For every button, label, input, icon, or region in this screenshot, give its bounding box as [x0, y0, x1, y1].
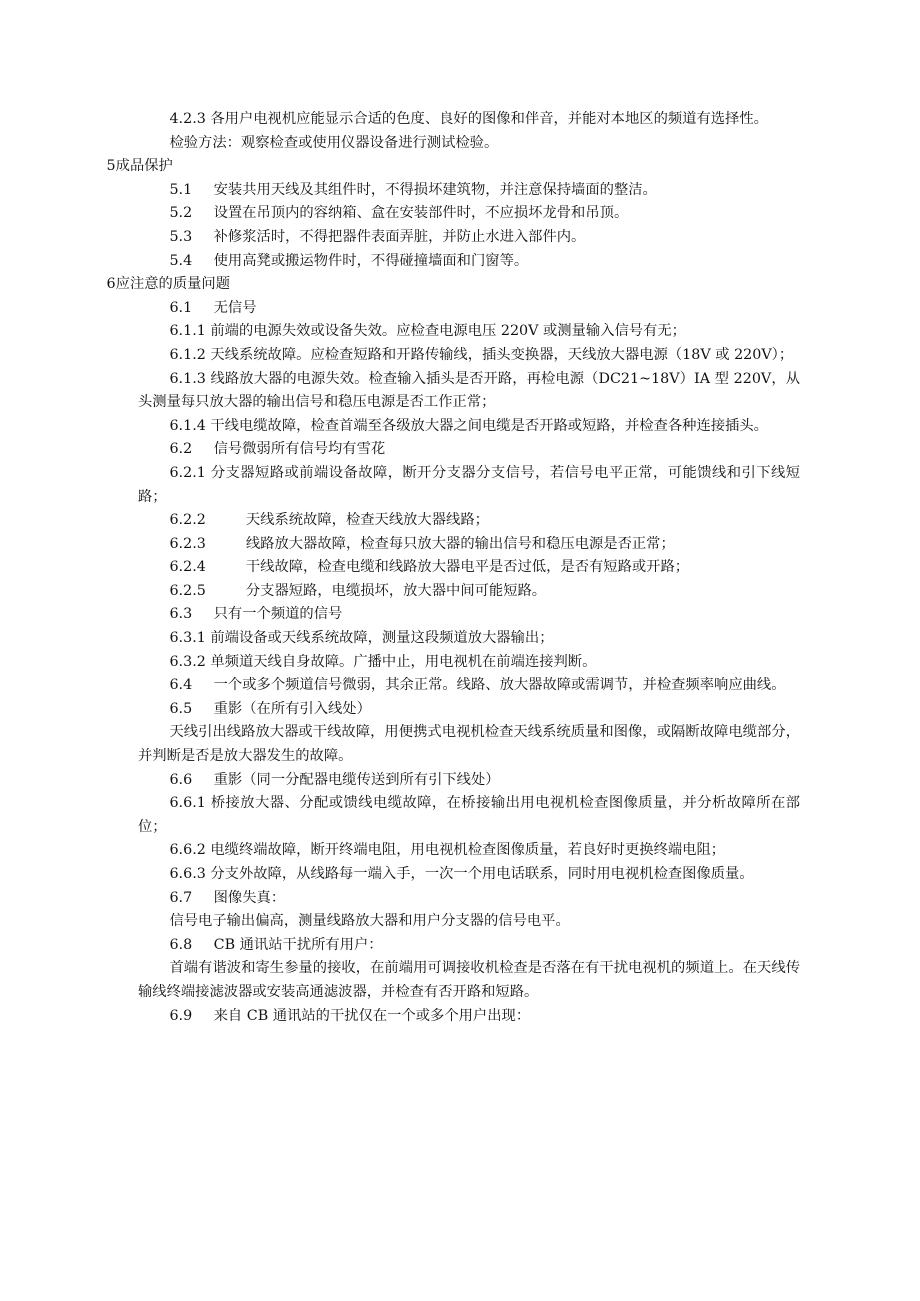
para-6-3-1: 6.3.1 前端设备或天线系统故障，测量这段频道放大器输出；	[169, 630, 554, 647]
para-6-2-3: 6.2.3 线路放大器故障，检查每只放大器的输出信号和稳压电源是否正常；	[169, 535, 675, 552]
para-6-3: 6.3 只有一个频道的信号	[169, 606, 343, 623]
para-6-2-5: 6.2.5 分支器短路，电缆损坏，放大器中间可能短路。	[169, 582, 547, 599]
para-6-6-2: 6.6.2 电缆终端故障，断开终端电阻，用电视机检查图像质量，若良好时更换终端电阻；	[169, 842, 726, 859]
para-5-2: 5.2 设置在吊顶内的容纳箱、盒在安装部件时，不应损坏龙骨和吊顶。	[169, 205, 629, 222]
para-6-6: 6.6 重影（同一分配器电缆传送到所有引下线处）	[169, 771, 500, 788]
para-4-2-3: 4.2.3 各用户电视机应能显示合适的色度、良好的图像和伴音，并能对本地区的频道有选择性。	[169, 111, 768, 127]
para-6-1-3: 6.1.3 线路放大器的电源失效。检查输入插头是否开路，再检电源（DC21~18V）IA 型 220V，从头测量每只放大器的输出信号和稳压电源是否工作正常；	[138, 370, 800, 411]
para-6-7-body: 信号电子输出偏高，测量线路放大器和用户分支器的信号电平。	[169, 913, 570, 930]
para-6-8-body: 首端有谐波和寄生参量的接收，在前端用可调接收机检查是否落在有干扰电视机的频道上。在天线传输线终端接滤波器或安装高通滤波器，并检查有否开路和短路。	[138, 960, 800, 1000]
document-body	[106, 108, 800, 1028]
para-6-1-2: 6.1.2 天线系统故障。应检查短路和开路传输线，插头变换器，天线放大器电源（18V 或 220V）；	[169, 346, 794, 363]
para-6-2-2: 6.2.2 天线系统故障，检查天线放大器线路；	[169, 512, 489, 529]
para-6-5-body: 天线引出线路放大器或干线故障，用便携式电视机检查天线系统质量和图像，或隔断故障电缆部分，并判断是否是放大器发生的故障。	[138, 724, 800, 765]
para-6-6-3: 6.6.3 分支外故障，从线路每一端入手，一次一个用电话联系，同时用电视机检查图像质量。	[169, 866, 754, 882]
para-6-2-1: 6.2.1 分支器短路或前端设备故障，断开分支器分支信号，若信号电平正常，可能馈线和引下线短路；	[138, 464, 800, 505]
para-6-3-2: 6.3.2 单频道天线自身故障。广播中止，用电视机在前端连接判断。	[169, 653, 597, 670]
para-6-6-1: 6.6.1 桥接放大器、分配或馈线电缆故障，在桥接输出用电视机检查图像质量，并分析故障所在部位；	[138, 795, 800, 835]
para-6-1: 6.1 无信号	[169, 299, 257, 316]
para-5-1: 5.1 安装共用天线及其组件时，不得损坏建筑物，并注意保持墙面的整洁。	[169, 181, 657, 198]
para-6-4: 6.4 一个或多个频道信号微弱，其余正常。线路、放大器故障或需调节，并检查频率响应曲线。	[169, 677, 786, 694]
heading-5: 5成品保护	[106, 158, 173, 175]
para-6-2: 6.2 信号微弱所有信号均有雪花	[169, 441, 386, 458]
para-5-4: 5.4 使用高凳或搬运物件时，不得碰撞墙面和门窗等。	[169, 252, 529, 269]
para-6-1-1: 6.1.1 前端的电源失效或设备失效。应检查电源电压 220V 或测量输入信号有无；	[169, 323, 686, 340]
para-inspection-method: 检验方法：观察检查或使用仪器设备进行测试检验。	[169, 134, 499, 151]
para-6-1-4: 6.1.4 干线电缆故障，检查首端至各级放大器之间电缆是否开路或短路，并检查各种连接插头。	[169, 417, 768, 434]
para-6-2-4: 6.2.4 干线故障，检查电缆和线路放大器电平是否过低，是否有短路或开路；	[169, 559, 690, 576]
para-6-5: 6.5 重影（在所有引入线处）	[169, 700, 371, 717]
para-6-8: 6.8 CB 通讯站干扰所有用户：	[169, 936, 383, 953]
para-6-7: 6.7 图像失真：	[169, 889, 286, 906]
para-5-3: 5.3 补修浆活时，不得把器件表面弄脏，并防止水进入部件内。	[169, 228, 586, 245]
para-6-9: 6.9 来自 CB 通讯站的干扰仅在一个或多个用户出现：	[169, 1007, 531, 1024]
heading-6: 6应注意的质量问题	[106, 276, 231, 293]
